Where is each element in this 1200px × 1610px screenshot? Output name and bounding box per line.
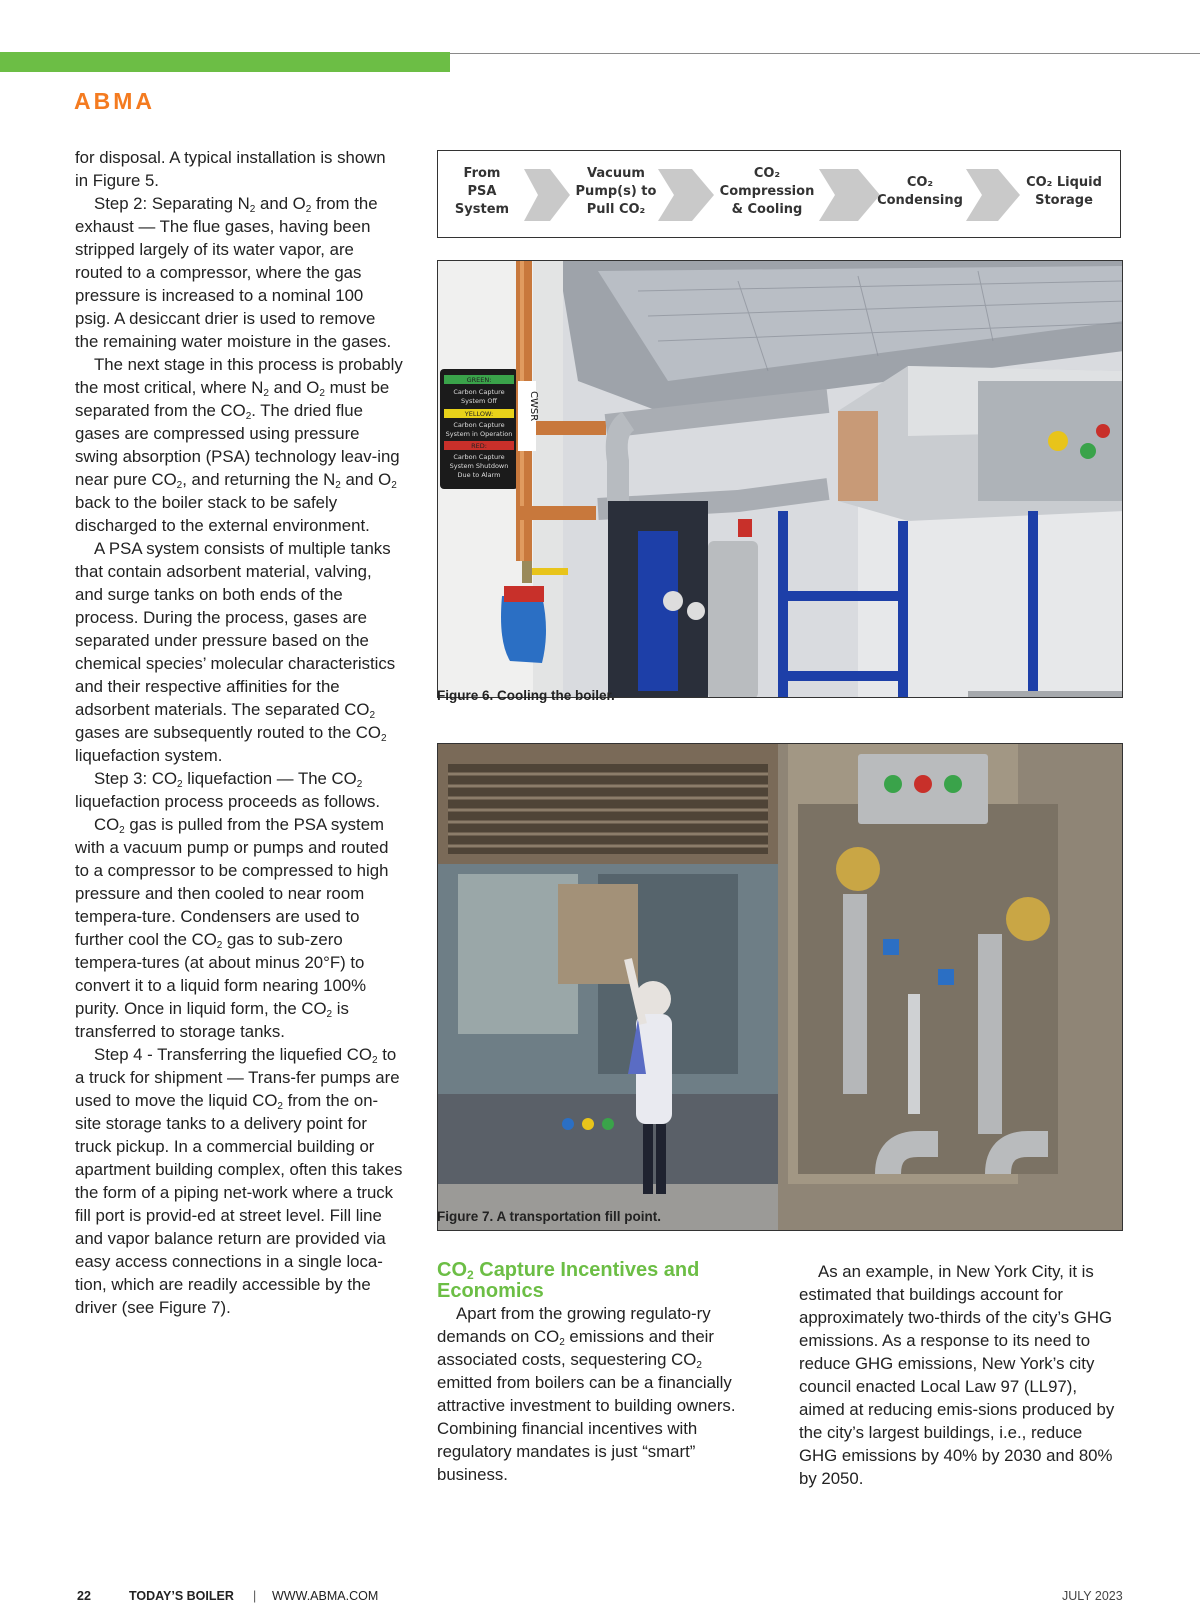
figure-6-caption: Figure 6. Cooling the boiler.	[437, 688, 615, 703]
footer-separator: |	[253, 1589, 257, 1603]
svg-text:YELLOW:: YELLOW:	[464, 410, 494, 418]
svg-text:GREEN:: GREEN:	[466, 376, 492, 384]
flow-arrow	[524, 169, 570, 221]
boiler-room-image	[438, 261, 1123, 698]
header-rule	[450, 53, 1200, 54]
fill-point-image	[438, 744, 1123, 1231]
page-number: 22	[77, 1589, 91, 1603]
paragraph-separation: The next stage in this process is probably the most critical, where $N_2$ and $O_2$ must be separated from the $CO_2$. The dried flue gases are compressed using pressure swing absorption (PSA) technology leav-ing near pure $CO_2$, and returning the $N_2$ and $O_2$ back to the boiler stack to be safely discharged to the external environment.	[75, 355, 403, 535]
flow-step-psa: From PSA System	[454, 166, 510, 217]
flow-step-storage: CO₂ Liquid Storage	[1026, 175, 1102, 208]
issue-date: JULY 2023	[1062, 1589, 1123, 1603]
flow-step-compression: CO₂ Compression & Cooling	[719, 166, 815, 217]
flow-step-condensing: CO₂ Condensing	[877, 175, 963, 208]
article-column-2	[437, 1260, 757, 1486]
paragraph-psa: A PSA system consists of multiple tanks that contain adsorbent material, valving, and surge tanks on both ends of the process. During the process, gases are separated under pressure based on the chemical species’ molecular characteristics and their respective affinities for the adsorbent materials. The separated $CO_2$ gases are subsequently routed to the $CO_2$ liquefaction system.	[75, 539, 396, 765]
paragraph-step-4: Step 4 - Transferring the liquefied $CO_2$ to a truck for shipment — Trans-fer pumps are used to move the liquid $CO_2$ from the on-site storage tanks to a delivery point for truck pickup. In a commercial building or apartment building complex, often this takes the form of a piping net-work where a truck fill port is provid-ed at street level. Fill line and vapor balance return are provided via easy access connections in a single loca-tion, which are readily accessible by the driver (see Figure 7).	[75, 1045, 403, 1317]
svg-text:Carbon Capture: Carbon Capture	[453, 453, 505, 461]
header-green-bar	[0, 52, 450, 72]
magazine-name: TODAY’S BOILER	[129, 1589, 234, 1603]
section-heading: $CO_2$ Capture Incentives and Economics	[437, 1259, 700, 1302]
paragraph-nyc: As an example, in New York City, it is estimated that buildings account for approximately two-thirds of the city’s GHG emissions. As a response to its need to reduce GHG emissions, New York’s city council enacted Local Law 97 (LL97), aimed at reducing emis-sions produced by the city’s largest buildings, i.e., reduce GHG emissions by 40% by 2030 and 80% by 2050.	[799, 1262, 1115, 1488]
flow-arrow	[658, 169, 714, 221]
paragraph-step-2: Step 2: Separating $N_2$ and $O_2$ from the exhaust — The flue gases, having been stripped largely of its water vapor, are routed to a compressor, where the gas pressure is increased to a nominal 100 psig. A desiccant drier is used to remove the remaining water moisture in the gases.	[75, 194, 392, 351]
paragraph-liquefaction: $CO_2$ gas is pulled from the PSA system with a vacuum pump or pumps and routed to a compressor to be compressed to high pressure and then cooled to near room tempera-ture. Condensers are used to further cool the $CO_2$ gas to sub-zero tempera-tures (at about minus 20°F) to convert it to a liquid form nearing 100% purity. Once in liquid form, the $CO_2$ is transferred to storage tanks.	[75, 815, 389, 1041]
article-column-1	[75, 146, 403, 1319]
svg-text:System Shutdown: System Shutdown	[449, 462, 509, 470]
process-flow-diagram	[437, 150, 1121, 238]
figure-7-photo	[437, 743, 1123, 1231]
paragraph-incentives: Apart from the growing regulato-ry demands on $CO_2$ emissions and their associated costs, sequestering $CO_2$ emitted from boilers can be a financially attractive investment to building owners. Combining financial incentives with regulatory mandates is just “smart” business.	[437, 1304, 736, 1484]
figure-7-caption: Figure 7. A transportation fill point.	[437, 1209, 661, 1224]
svg-text:CWSR: CWSR	[528, 391, 539, 422]
website-link[interactable]: WWW.ABMA.COM	[272, 1589, 379, 1603]
paragraph: for disposal. A typical installation is shown in Figure 5.	[75, 148, 386, 190]
svg-text:Carbon Capture: Carbon Capture	[453, 421, 505, 429]
svg-text:Due to Alarm: Due to Alarm	[457, 471, 501, 479]
paragraph-step-3: Step 3: $CO_2$ liquefaction — The $CO_2$ liquefaction process proceeds as follows.	[75, 769, 381, 811]
svg-text:System Off: System Off	[461, 397, 497, 405]
svg-text:System in Operation: System in Operation	[445, 430, 513, 438]
svg-text:RED:: RED:	[471, 442, 487, 450]
svg-text:Carbon Capture: Carbon Capture	[453, 388, 505, 396]
abma-logo: ABMA	[74, 88, 155, 114]
flow-step-vacuum: Vacuum Pump(s) to Pull CO₂	[575, 166, 657, 217]
article-column-3	[799, 1260, 1124, 1490]
figure-6-photo	[437, 260, 1123, 698]
